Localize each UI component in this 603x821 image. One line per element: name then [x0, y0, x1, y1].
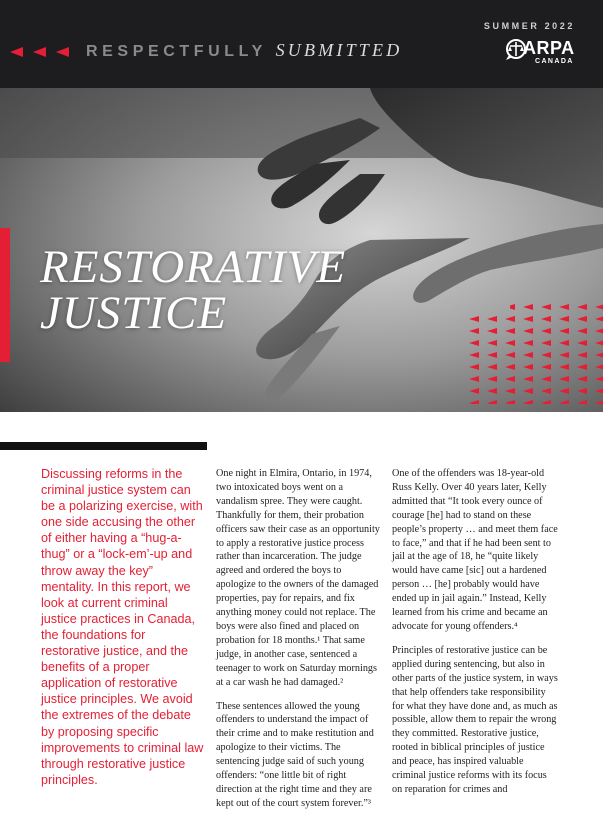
arrow-chevrons-icon	[10, 47, 69, 57]
section-divider	[0, 442, 207, 450]
arrow-left-icon	[56, 47, 69, 57]
logo-country: CANADA	[535, 58, 574, 65]
arpa-logo	[505, 40, 583, 70]
body-paragraph: One of the offenders was 18-year-old Russ Kelly. Over 40 years later, Kelly admitted that “It took every ounce of courage [he] had to stand on these people’s property … and meet them face to face,” and that if he had been sent to jail at the age of 18, he “quite likely would have came [sic] out a hardened person … [he] probably would have ended up in jail again.” Instead, Kelly learned from his crime and became an advocate for young offenders.⁴	[392, 468, 558, 632]
body-column-2	[392, 467, 558, 807]
series-title-part2: SUBMITTED	[275, 40, 403, 60]
arrow-left-icon	[10, 47, 23, 57]
body-paragraph: One night in Elmira, Ontario, in 1974, two intoxicated boys went on a vandalism spree. They were caught. Thankfully for them, their probation officers saw their case as an opportunity to apply a restorative justice process rather than incarceration. The judge agreed and ordered the boys to apologize to the owners of the damaged properties, pay for repairs, and fix anything money could not replace. The boys were also fined and placed on probation for 18 months.¹ That same judge, in another case, sentenced a teenager to work on Saturday mornings at a car wash he had damaged.²	[216, 468, 380, 688]
headline-line2: JUSTICE	[40, 287, 228, 339]
series-title	[86, 40, 402, 61]
arrow-left-icon	[33, 47, 46, 57]
logo-wordmark: ARPA	[523, 38, 575, 58]
header-bar	[0, 0, 603, 88]
body-column-1	[216, 467, 382, 821]
headline	[40, 241, 347, 339]
accent-bar	[0, 228, 10, 362]
body-paragraph: Principles of restorative justice can be applied during sentencing, but also in other parts of the justice system, in ways that help offenders take responsibility for what they have done and, as much as possible, allow them to repair the wrong they committed. Restorative justice, rooted in biblical principles of justice and peace, has inspired valuable criminal justice reforms with its focus on reparation for crimes and	[392, 644, 558, 795]
headline-line1: RESTORATIVE	[40, 241, 347, 293]
issue-label: SUMMER 2022	[483, 21, 575, 31]
series-title-part1: RESPECTFULLY	[86, 43, 267, 60]
intro-paragraph: Discussing reforms in the criminal justice system can be a polarizing exercise, with one side accusing the other of either having a “hug-a-thug” or a “lock-em’-up and throw away the key” mentality. In this report, we look at current criminal justice practices in Canada, the foundations for restorative justice, and the benefits of a proper application of restorative justice principles. We avoid the extremes of the debate by proposing specific improvements to criminal law through restorative justice principles.	[41, 467, 204, 787]
body-paragraph: These sentences allowed the young offenders to understand the impact of their crime and to make restitution and apologize to their victims. The sentencing judge said of such young offenders: “one little bit of right direction at the right time and they are kept out of the court system forever.”³	[216, 700, 374, 809]
hero-photo	[0, 88, 603, 412]
